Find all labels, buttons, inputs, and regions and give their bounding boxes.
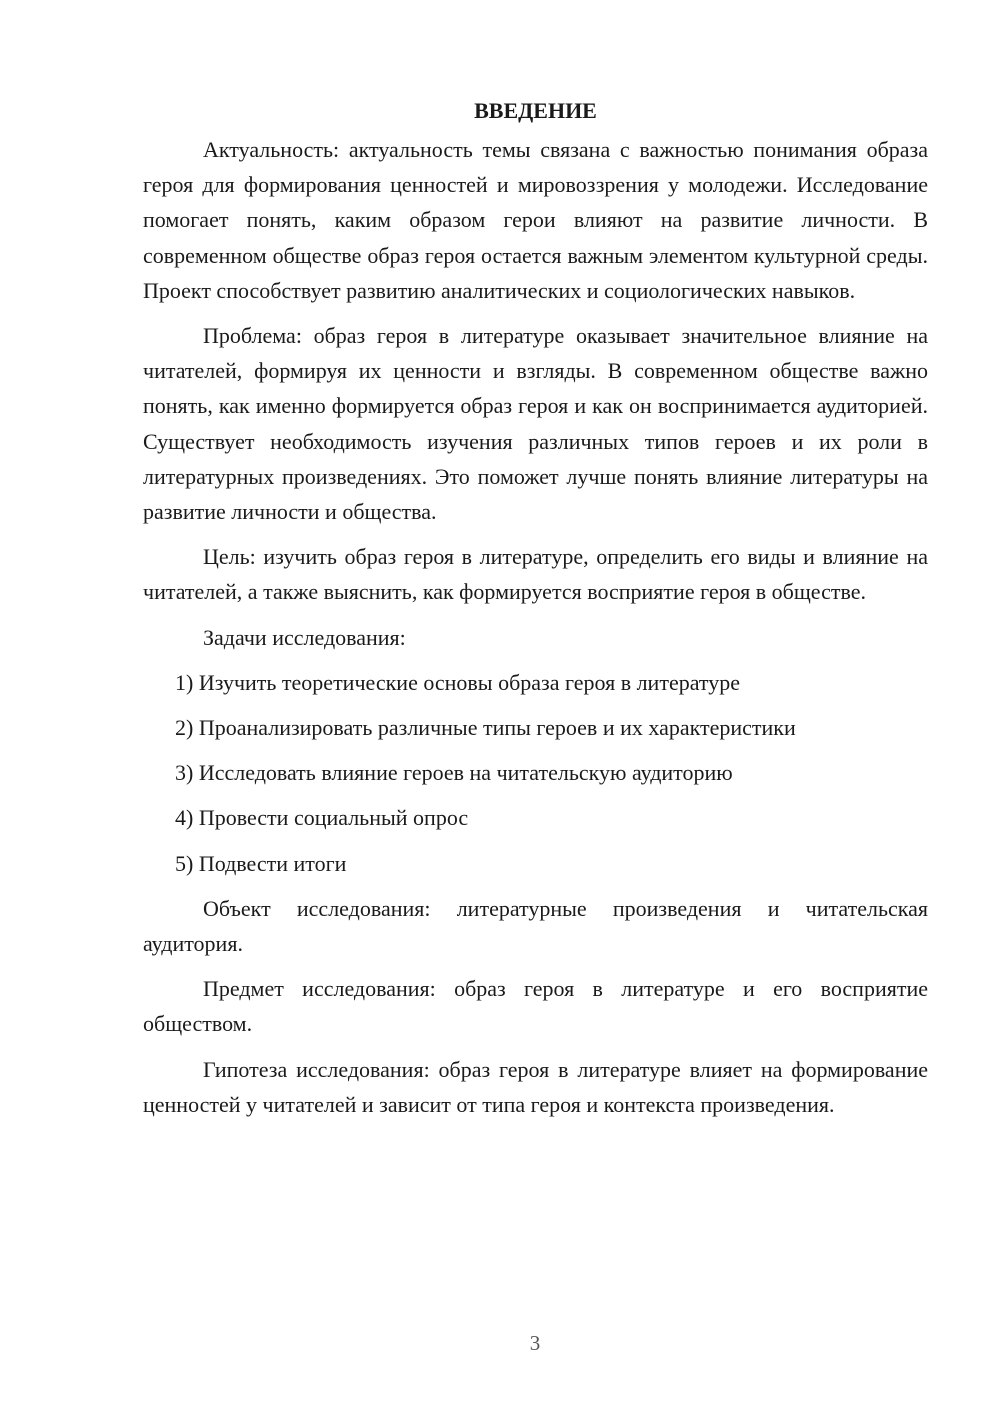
object-paragraph: Объект исследования: литературные произведения и читательская аудитория. bbox=[143, 895, 928, 957]
page-number: 3 bbox=[529, 1331, 541, 1355]
hypothesis-paragraph: Гипотеза исследования: образ героя в литературе влияет на формирование ценностей у читателей и зависит от типа героя и контекста произведения. bbox=[143, 1056, 928, 1117]
document-page bbox=[143, 93, 928, 1132]
tasks-heading: Задачи исследования: bbox=[203, 624, 406, 650]
problem-paragraph: Проблема: образ героя в литературе оказывает значительное влияние на читателей, формируя их ценности и взгляды. В современном обществе важно понять, как именно формируется образ героя и как он воспринимается аудиторией. Существует необходимость изучения различных типов героев и их роли в литературных произведениях. Это поможет лучше понять влияние литературы на развитие личности и общества. bbox=[143, 323, 928, 525]
goal-paragraph: Цель: изучить образ героя в литературе, определить его виды и влияние на читателей, а также выяснить, как формируется восприятие героя в обществе. bbox=[143, 544, 928, 605]
relevance-paragraph: Актуальность: актуальность темы связана с важностью понимания образа героя для формирования ценностей и мировоззрения у молодежи. Исследование помогает понять, каким образом герои влияют на развитие личности. В современном обществе образ героя остается важным элементом культурной среды. Проект способствует развитию аналитических и социологических навыков. bbox=[143, 137, 928, 303]
task-item: 4) Провести социальный опрос bbox=[175, 805, 469, 831]
task-item: 1) Изучить теоретические основы образа героя в литературе bbox=[175, 669, 740, 695]
page-title: ВВЕДЕНИЕ bbox=[474, 98, 597, 123]
subject-paragraph: Предмет исследования: образ героя в литературе и его восприятие обществом. bbox=[143, 976, 928, 1037]
task-item: 3) Исследовать влияние героев на читательскую аудиторию bbox=[175, 760, 733, 786]
task-item: 5) Подвести итоги bbox=[175, 850, 347, 876]
task-item: 2) Проанализировать различные типы героев и их характеристики bbox=[175, 715, 796, 741]
